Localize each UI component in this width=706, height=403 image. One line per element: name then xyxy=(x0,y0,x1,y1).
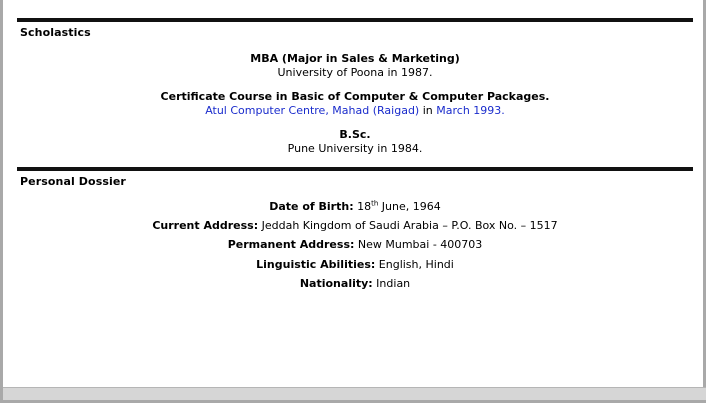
dob-day-suffix: th xyxy=(371,199,379,208)
current-address-row xyxy=(17,219,693,233)
section-title-scholastics: Scholastics xyxy=(20,26,91,39)
degree-detail: Pune University in 1984. xyxy=(287,142,423,155)
degree-heading: MBA (Major in Sales & Marketing) xyxy=(250,52,460,65)
nationality-row xyxy=(17,277,693,291)
degree-detail: University of Poona in 1987. xyxy=(277,66,433,79)
permanent-address-value: New Mumbai - 400703 xyxy=(354,238,483,251)
section-divider xyxy=(17,18,693,22)
education-entry-certificate xyxy=(17,90,693,118)
languages-value: English, Hindi xyxy=(375,258,454,271)
dob-day: 18 xyxy=(353,200,372,213)
date-link[interactable]: March 1993 xyxy=(436,104,502,117)
permanent-address-label: Permanent Address: xyxy=(227,238,355,251)
education-entry-bsc xyxy=(17,128,693,156)
institution-link[interactable]: Atul Computer Centre, Mahad (Raigad) xyxy=(205,104,420,117)
permanent-address-row xyxy=(17,238,693,252)
current-address-label: Current Address: xyxy=(152,219,259,232)
nationality-label: Nationality: xyxy=(299,277,373,290)
window-bottom-bar xyxy=(3,387,706,400)
section-title-personal-dossier: Personal Dossier xyxy=(20,175,126,188)
education-entry-mba xyxy=(17,52,693,80)
nationality-value: Indian xyxy=(372,277,411,290)
degree-detail xyxy=(17,104,693,118)
languages-label: Linguistic Abilities: xyxy=(256,258,376,271)
section-divider xyxy=(17,167,693,171)
dob-label: Date of Birth: xyxy=(269,200,354,213)
current-address-value: Jeddah Kingdom of Saudi Arabia – P.O. Box No. – 1517 xyxy=(258,219,558,232)
degree-heading: Certificate Course in Basic of Computer & Computer Packages. xyxy=(160,90,550,103)
dob-rest: June, 1964 xyxy=(378,200,441,213)
detail-connector: in xyxy=(419,104,437,117)
dob-row xyxy=(17,200,693,214)
degree-heading: B.Sc. xyxy=(339,128,371,141)
detail-period: . xyxy=(501,104,505,117)
languages-row xyxy=(17,258,693,272)
